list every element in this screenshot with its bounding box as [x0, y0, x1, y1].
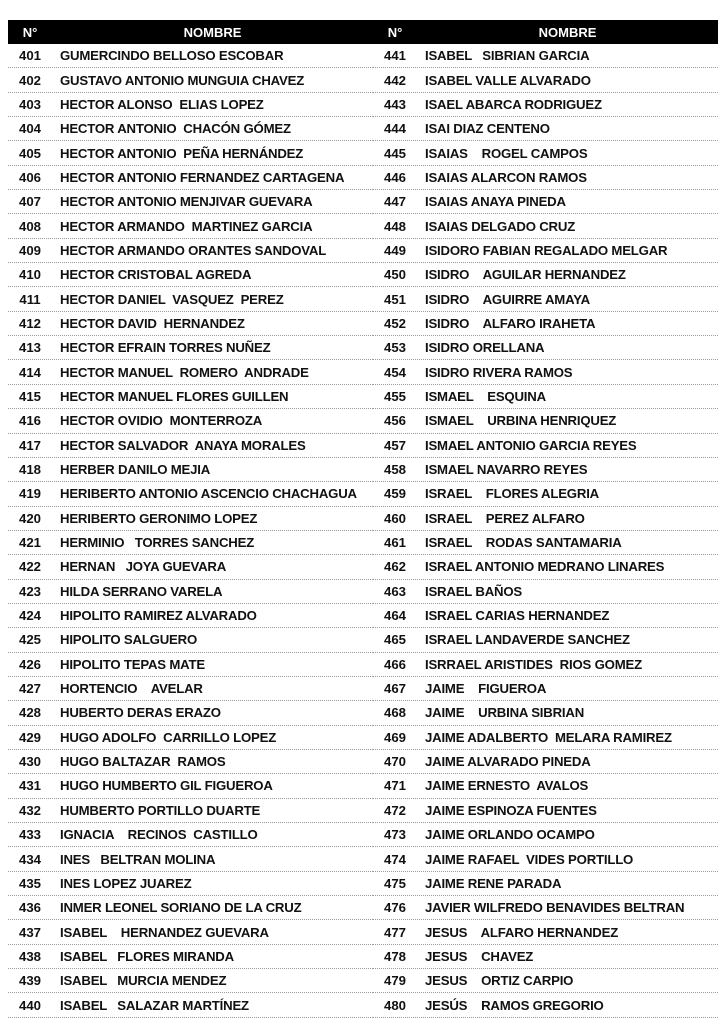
row-number: 457 [383, 437, 406, 453]
table-row [8, 750, 373, 774]
table-row [8, 166, 373, 190]
table-row [8, 385, 373, 409]
row-number: 459 [383, 486, 406, 502]
table-row [373, 750, 718, 774]
row-name: HECTOR DANIEL VASQUEZ PEREZ [60, 291, 284, 307]
header-number-left: N° [22, 24, 38, 40]
row-name: HECTOR ARMANDO ORANTES SANDOVAL [60, 242, 327, 258]
row-name: ISRRAEL ARISTIDES RIOS GOMEZ [425, 656, 642, 672]
row-number: 409 [18, 242, 41, 258]
row-number: 471 [383, 778, 406, 794]
row-number: 426 [18, 656, 41, 672]
row-name: JAIME ESPINOZA FUENTES [425, 802, 597, 818]
header-name-left: NOMBRE [183, 24, 242, 40]
row-number: 465 [383, 632, 406, 648]
row-number: 469 [383, 729, 406, 745]
row-number: 458 [383, 462, 406, 478]
row-name: ISMAEL NAVARRO REYES [425, 462, 588, 478]
row-name: HECTOR ALONSO ELIAS LOPEZ [60, 96, 264, 112]
row-name: JESUS ORTIZ CARPIO [425, 973, 574, 989]
table-row [373, 969, 718, 993]
row-name: JESÚS RAMOS GREGORIO [425, 997, 604, 1013]
table-row [8, 434, 373, 458]
row-name: ISMAEL ANTONIO GARCIA REYES [425, 437, 637, 453]
row-name: HUGO BALTAZAR RAMOS [60, 754, 226, 770]
row-number: 456 [383, 413, 406, 429]
table-row [373, 799, 718, 823]
table-row [8, 677, 373, 701]
row-name: ISRAEL RODAS SANTAMARIA [425, 535, 622, 551]
row-name: ISAIAS ROGEL CAMPOS [425, 145, 588, 161]
table-row [373, 507, 718, 531]
row-name: ISABEL HERNANDEZ GUEVARA [60, 924, 269, 940]
row-number: 413 [18, 340, 41, 356]
row-name: ISRAEL FLORES ALEGRIA [425, 486, 599, 502]
right-column [373, 44, 718, 1018]
row-number: 441 [383, 48, 406, 64]
table-row [8, 580, 373, 604]
row-name: INES BELTRAN MOLINA [60, 851, 216, 867]
row-number: 467 [383, 681, 406, 697]
table-row [373, 141, 718, 165]
row-name: JAVIER WILFREDO BENAVIDES BELTRAN [425, 900, 685, 916]
table-row [8, 117, 373, 141]
table-row [373, 409, 718, 433]
row-number: 406 [18, 169, 41, 185]
row-number: 462 [383, 559, 406, 575]
table-row [373, 896, 718, 920]
table-row [373, 68, 718, 92]
table-row [8, 93, 373, 117]
row-number: 445 [383, 145, 406, 161]
row-number: 437 [18, 924, 41, 940]
row-name: HUBERTO DERAS ERAZO [60, 705, 221, 721]
row-number: 418 [18, 462, 41, 478]
row-number: 429 [18, 729, 41, 745]
row-name: ISAIAS DELGADO CRUZ [425, 218, 576, 234]
table-row [373, 531, 718, 555]
table-row [373, 945, 718, 969]
row-number: 463 [383, 583, 406, 599]
row-number: 475 [383, 875, 406, 891]
row-name: JAIME ALVARADO PINEDA [425, 754, 591, 770]
table-row [373, 385, 718, 409]
table-row [8, 993, 373, 1017]
row-name: HILDA SERRANO VARELA [60, 583, 223, 599]
row-number: 403 [18, 96, 41, 112]
row-number: 454 [383, 364, 406, 380]
table-row [8, 896, 373, 920]
row-number: 473 [383, 827, 406, 843]
table-row [373, 726, 718, 750]
row-number: 414 [18, 364, 41, 380]
row-number: 417 [18, 437, 41, 453]
row-number: 450 [383, 267, 406, 283]
table-row [373, 653, 718, 677]
row-name: HECTOR ANTONIO MENJIVAR GUEVARA [60, 194, 313, 210]
row-name: ISIDORO FABIAN REGALADO MELGAR [425, 242, 668, 258]
table-row [373, 44, 718, 68]
table-row [8, 531, 373, 555]
row-name: ISMAEL ESQUINA [425, 388, 546, 404]
row-name: JAIME FIGUEROA [425, 681, 547, 697]
row-number: 428 [18, 705, 41, 721]
table-row [373, 93, 718, 117]
table-row [373, 434, 718, 458]
row-name: HECTOR ANTONIO CHACÓN GÓMEZ [60, 121, 291, 137]
row-name: HERIBERTO GERONIMO LOPEZ [60, 510, 258, 526]
table-row [373, 555, 718, 579]
table-row [8, 409, 373, 433]
row-name: HECTOR OVIDIO MONTERROZA [60, 413, 263, 429]
table-row [8, 969, 373, 993]
row-name: ISMAEL URBINA HENRIQUEZ [425, 413, 617, 429]
row-name: ISRAEL CARIAS HERNANDEZ [425, 608, 610, 624]
row-number: 449 [383, 242, 406, 258]
row-name: HECTOR SALVADOR ANAYA MORALES [60, 437, 306, 453]
row-name: ISAEL ABARCA RODRIGUEZ [425, 96, 602, 112]
row-number: 453 [383, 340, 406, 356]
table-row [8, 482, 373, 506]
row-number: 435 [18, 875, 41, 891]
row-name: ISRAEL LANDAVERDE SANCHEZ [425, 632, 630, 648]
row-name: JAIME ORLANDO OCAMPO [425, 827, 595, 843]
table-row [8, 507, 373, 531]
row-number: 479 [383, 973, 406, 989]
row-name: IGNACIA RECINOS CASTILLO [60, 827, 258, 843]
row-name: ISABEL MURCIA MENDEZ [60, 973, 227, 989]
row-name: HECTOR MANUEL ROMERO ANDRADE [60, 364, 309, 380]
row-number: 446 [383, 169, 406, 185]
table-row [8, 555, 373, 579]
table-row [373, 701, 718, 725]
row-name: HERMINIO TORRES SANCHEZ [60, 535, 255, 551]
table-row [8, 458, 373, 482]
table-row [373, 360, 718, 384]
row-number: 480 [383, 997, 406, 1013]
header-name-right: NOMBRE [538, 24, 597, 40]
table-row [8, 920, 373, 944]
row-number: 440 [18, 997, 41, 1013]
row-name: JAIME RENE PARADA [425, 875, 562, 891]
row-name: ISAI DIAZ CENTENO [425, 121, 550, 137]
table-row [373, 312, 718, 336]
table-row [8, 726, 373, 750]
row-number: 402 [18, 72, 41, 88]
row-number: 416 [18, 413, 41, 429]
table-row [8, 823, 373, 847]
row-number: 444 [383, 121, 406, 137]
table-row [8, 604, 373, 628]
table-row [8, 360, 373, 384]
row-name: JESUS ALFARO HERNANDEZ [425, 924, 619, 940]
row-number: 442 [383, 72, 406, 88]
row-name: HECTOR ANTONIO FERNANDEZ CARTAGENA [60, 169, 345, 185]
row-number: 407 [18, 194, 41, 210]
table-row [8, 287, 373, 311]
table-row [373, 263, 718, 287]
row-number: 438 [18, 948, 41, 964]
table-header [8, 20, 718, 44]
table-row [8, 653, 373, 677]
row-name: HECTOR CRISTOBAL AGREDA [60, 267, 252, 283]
table-row [373, 166, 718, 190]
table-row [373, 920, 718, 944]
row-name: ISIDRO AGUIRRE AMAYA [425, 291, 590, 307]
name-list-sheet [8, 20, 718, 1018]
row-name: HIPOLITO SALGUERO [60, 632, 198, 648]
row-name: HIPOLITO RAMIREZ ALVARADO [60, 608, 257, 624]
row-name: HECTOR DAVID HERNANDEZ [60, 315, 245, 331]
row-number: 455 [383, 388, 406, 404]
row-name: ISIDRO ALFARO IRAHETA [425, 315, 596, 331]
row-number: 443 [383, 96, 406, 112]
table-row [8, 799, 373, 823]
row-name: JESUS CHAVEZ [425, 948, 534, 964]
row-name: ISABEL VALLE ALVARADO [425, 72, 591, 88]
row-name: HERNAN JOYA GUEVARA [60, 559, 227, 575]
row-number: 408 [18, 218, 41, 234]
table-row [373, 677, 718, 701]
table-row [8, 141, 373, 165]
row-number: 451 [383, 291, 406, 307]
row-number: 436 [18, 900, 41, 916]
table-row [373, 580, 718, 604]
row-name: JAIME ERNESTO AVALOS [425, 778, 589, 794]
row-name: JAIME ADALBERTO MELARA RAMIREZ [425, 729, 672, 745]
table-row [373, 993, 718, 1017]
row-number: 422 [18, 559, 41, 575]
row-number: 404 [18, 121, 41, 137]
row-name: INES LOPEZ JUAREZ [60, 875, 192, 891]
row-number: 425 [18, 632, 41, 648]
row-number: 448 [383, 218, 406, 234]
table-row [8, 239, 373, 263]
table-row [373, 872, 718, 896]
table-row [8, 44, 373, 68]
row-name: HECTOR ANTONIO PEÑA HERNÁNDEZ [60, 145, 304, 161]
row-number: 476 [383, 900, 406, 916]
row-number: 419 [18, 486, 41, 502]
row-name: ISRAEL PEREZ ALFARO [425, 510, 585, 526]
row-number: 410 [18, 267, 41, 283]
row-name: ISIDRO RIVERA RAMOS [425, 364, 573, 380]
table-row [8, 263, 373, 287]
table-row [373, 458, 718, 482]
table-row [8, 68, 373, 92]
row-number: 461 [383, 535, 406, 551]
row-name: ISRAEL ANTONIO MEDRANO LINARES [425, 559, 665, 575]
row-name: GUSTAVO ANTONIO MUNGUIA CHAVEZ [60, 72, 305, 88]
row-number: 433 [18, 827, 41, 843]
row-number: 421 [18, 535, 41, 551]
table-row [8, 312, 373, 336]
row-number: 466 [383, 656, 406, 672]
row-number: 424 [18, 608, 41, 624]
row-name: JAIME RAFAEL VIDES PORTILLO [425, 851, 634, 867]
row-name: ISABEL FLORES MIRANDA [60, 948, 234, 964]
table-row [373, 482, 718, 506]
row-name: JAIME URBINA SIBRIAN [425, 705, 585, 721]
row-number: 464 [383, 608, 406, 624]
table-row [373, 190, 718, 214]
table-row [373, 823, 718, 847]
row-name: ISAIAS ALARCON RAMOS [425, 169, 587, 185]
row-number: 439 [18, 973, 41, 989]
left-column [8, 44, 373, 1018]
row-name: HORTENCIO AVELAR [60, 681, 203, 697]
row-number: 420 [18, 510, 41, 526]
row-number: 468 [383, 705, 406, 721]
table-row [373, 239, 718, 263]
row-number: 474 [383, 851, 406, 867]
row-number: 401 [18, 48, 41, 64]
table-row [373, 336, 718, 360]
row-name: ISIDRO AGUILAR HERNANDEZ [425, 267, 626, 283]
row-name: HUMBERTO PORTILLO DUARTE [60, 802, 261, 818]
row-name: HUGO ADOLFO CARRILLO LOPEZ [60, 729, 277, 745]
row-name: ISABEL SIBRIAN GARCIA [425, 48, 590, 64]
row-number: 412 [18, 315, 41, 331]
header-number-right: N° [387, 24, 403, 40]
row-name: HECTOR ARMANDO MARTINEZ GARCIA [60, 218, 313, 234]
row-number: 405 [18, 145, 41, 161]
row-name: HERBER DANILO MEJIA [60, 462, 211, 478]
table-row [373, 214, 718, 238]
table-row [8, 190, 373, 214]
row-number: 430 [18, 754, 41, 770]
table-row [8, 214, 373, 238]
table-row [8, 336, 373, 360]
table-row [373, 287, 718, 311]
row-number: 431 [18, 778, 41, 794]
table-row [8, 774, 373, 798]
row-name: HERIBERTO ANTONIO ASCENCIO CHACHAGUA [60, 486, 357, 502]
row-name: INMER LEONEL SORIANO DE LA CRUZ [60, 900, 302, 916]
table-row [8, 945, 373, 969]
row-name: HIPOLITO TEPAS MATE [60, 656, 205, 672]
row-number: 478 [383, 948, 406, 964]
table-row [373, 117, 718, 141]
table-body [8, 44, 718, 1018]
row-name: ISRAEL BAÑOS [425, 583, 523, 599]
row-number: 427 [18, 681, 41, 697]
row-number: 460 [383, 510, 406, 526]
row-number: 477 [383, 924, 406, 940]
row-number: 447 [383, 194, 406, 210]
table-row [8, 872, 373, 896]
table-row [373, 847, 718, 871]
row-name: HECTOR MANUEL FLORES GUILLEN [60, 388, 289, 404]
table-row [373, 628, 718, 652]
row-number: 434 [18, 851, 41, 867]
table-row [373, 604, 718, 628]
row-number: 423 [18, 583, 41, 599]
row-number: 432 [18, 802, 41, 818]
row-number: 472 [383, 802, 406, 818]
table-row [8, 701, 373, 725]
row-number: 415 [18, 388, 41, 404]
row-number: 470 [383, 754, 406, 770]
row-number: 411 [19, 291, 41, 307]
row-name: HUGO HUMBERTO GIL FIGUEROA [60, 778, 273, 794]
row-name: ISAIAS ANAYA PINEDA [425, 194, 566, 210]
table-row [373, 774, 718, 798]
row-name: ISABEL SALAZAR MARTÍNEZ [60, 997, 249, 1013]
row-name: GUMERCINDO BELLOSO ESCOBAR [60, 48, 284, 64]
row-name: ISIDRO ORELLANA [425, 340, 545, 356]
table-row [8, 628, 373, 652]
row-number: 452 [383, 315, 406, 331]
table-row [8, 847, 373, 871]
row-name: HECTOR EFRAIN TORRES NUÑEZ [60, 340, 271, 356]
